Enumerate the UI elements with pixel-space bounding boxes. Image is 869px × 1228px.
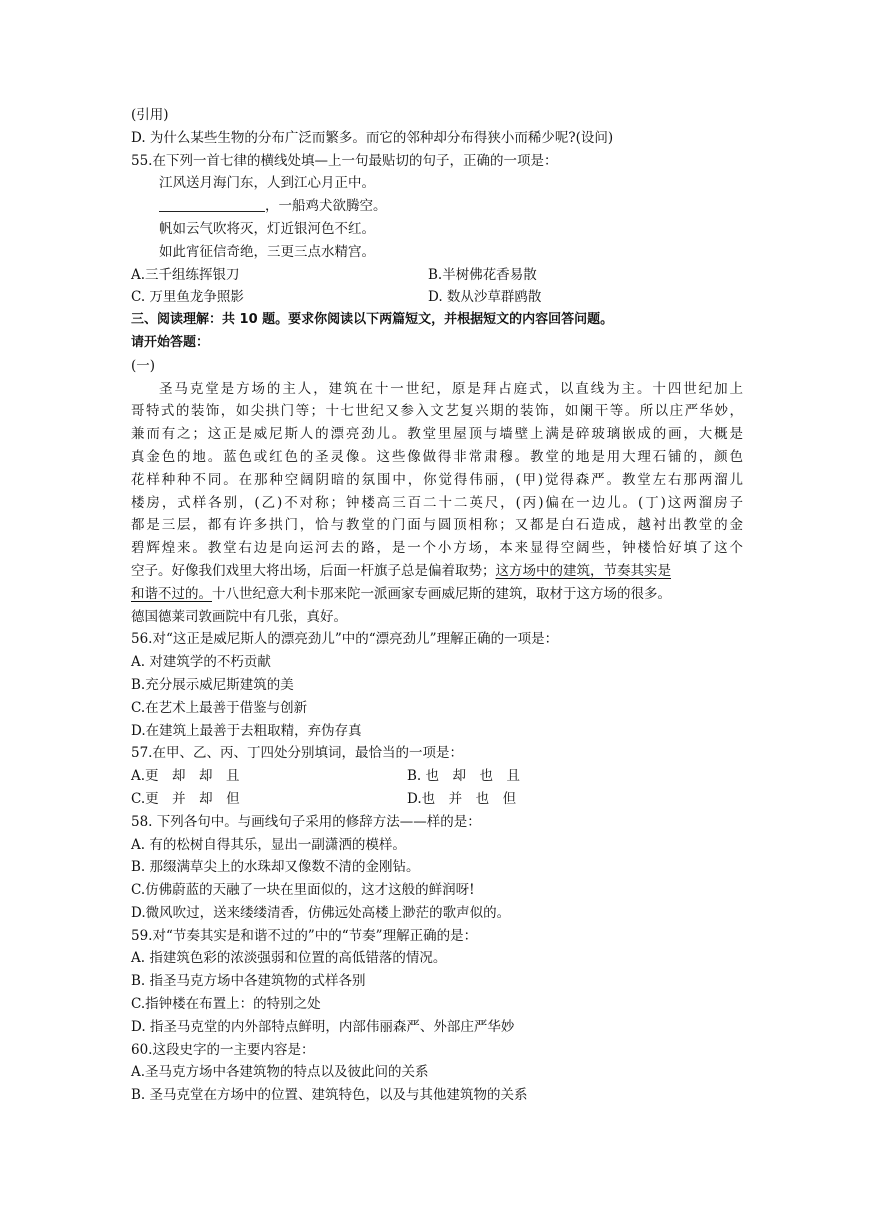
passage-line: [131, 537, 743, 560]
q57-options-row-2: [131, 788, 743, 811]
q60-stem: 60.这段史字的一主要内容是：: [131, 1041, 315, 1058]
passage-text: 兼而有之；这正是威尼斯人的漂亮劲儿。教堂里屋顶与墙壁上满是碎玻璃嵌成的画，大概是: [131, 426, 743, 443]
underlined-sentence-part-2: 和谐不过的。: [131, 585, 212, 602]
passage-text: 花样种种不同。在那种空阔阴暗的氛围中，你觉得伟丽，(甲)觉得森严。教堂左右那两溜儿: [131, 471, 743, 488]
continued-label: (引用): [131, 107, 169, 123]
passage-text: 楼房，式样各别，(乙)不对称；钟楼高三百二十二英尺，(丙)偏在一边儿。(丁)这两溜房子: [131, 494, 743, 511]
poem-line-2: [131, 195, 743, 218]
passage-line: 德国德莱司敦画院中有几张，真好。: [131, 608, 347, 625]
q58-stem: 58. 下列各句中。与画线句子采用的修辞方法——样的是：: [131, 813, 481, 830]
q57-option-c: C.更 并 却 但: [131, 790, 240, 807]
section-3-title: 三、阅读理解：共 10 题。要求你阅读以下两篇短文，并根据短文的内容回答问题。: [131, 312, 614, 328]
q59-option-c: C.指钟楼在布置上：的特别之处: [131, 996, 321, 1013]
part-one-label: (一): [131, 357, 156, 374]
q55-stem: 55.在下列一首七律的横线处填—上一句最贴切的句子，正确的一项是：: [131, 152, 558, 169]
q56-stem: 56.对“这正是威尼斯人的漂亮劲儿”中的“漂亮劲儿”理解正确的一项是：: [131, 631, 559, 648]
q58-option-a: A. 有的松树自得其乐，显出一副潇洒的模样。: [131, 836, 406, 853]
passage-line: [131, 423, 743, 446]
fill-in-blank: [159, 197, 265, 212]
q56-option-c: C.在艺术上最善于借鉴与创新: [131, 699, 308, 716]
q59-stem: 59.对“节奏其实是和谐不过的”中的“节奏”理解正确的是：: [131, 927, 478, 944]
q55-options-row-2: [131, 286, 743, 309]
poem-line-4: 如此宵征信奇绝，三更三点水精宫。: [159, 243, 375, 260]
passage-line: [131, 400, 743, 423]
q57-option-d: D.也 并 也 但: [407, 790, 517, 807]
passage-line: [131, 514, 743, 537]
q57-option-b: B. 也 却 也 且: [407, 768, 521, 785]
start-answering: 请开始答题：: [131, 334, 210, 350]
q57-option-a: A.更 却 却 且: [131, 768, 240, 785]
passage-text: 空子。好像我们戏里大将出场，后面一杆旗子总是偏着取势；: [131, 562, 496, 579]
passage-text: 哥特式的装饰，如尖拱门等；十七世纪又参入文艺复兴期的装饰，如阑干等。所以庄严华妙，: [131, 403, 743, 420]
q58-option-d: D.微风吹过，送来缕缕清香，仿佛远处高楼上渺茫的歌声似的。: [131, 904, 511, 921]
passage-text: 圣马克堂是方场的主人，建筑在十一世纪，原是拜占庭式，以直线为主。十四世纪加上: [159, 380, 743, 397]
q56-option-b: B.充分展示威尼斯建筑的美: [131, 676, 294, 693]
q55-option-a: A.三千组练挥银刀: [131, 266, 240, 283]
poem-line-2-text: ，一船鸡犬欲腾空。: [265, 198, 387, 215]
passage-text: 都是三层，都有许多拱门，恰与教堂的门面与圆顶相称；又都是白石造成，越衬出教堂的金: [131, 517, 743, 534]
q58-option-b: B. 那缀满草尖上的水珠却又像数不清的金刚钻。: [131, 859, 420, 876]
passage-line: [131, 492, 743, 515]
passage-line: [131, 469, 743, 492]
passage-text: 碧辉煌来。教堂右边是向运河去的路，是一个小方场，本来显得空阔些，钟楼恰好填了这个: [131, 540, 743, 557]
q54-option-d: D. 为什么某些生物的分布广泛而繁多。而它的邻种却分布得狭小而稀少呢?(设问): [131, 129, 614, 146]
q57-options-row-1: [131, 765, 743, 788]
poem-line-1: 江风送月海门东，人到江心月正中。: [159, 175, 375, 192]
q59-option-a: A. 指建筑色彩的浓淡强弱和位置的高低错落的情况。: [131, 950, 447, 967]
q56-option-d: D.在建筑上最善于去粗取精，弃伪存真: [131, 722, 362, 739]
q60-option-b: B. 圣马克堂在方场中的位置、建筑特色，以及与其他建筑物的关系: [131, 1087, 528, 1104]
passage-line: [131, 583, 743, 606]
poem-line-3: 帆如云气吹将灭，灯近银河色不红。: [159, 220, 375, 237]
q55-option-d: D. 数从沙草群鸥散: [428, 289, 542, 306]
passage-line: [131, 378, 743, 401]
q59-option-b: B. 指圣马克方场中各建筑物的式样各别: [131, 973, 366, 990]
document-page: [131, 104, 743, 1107]
passage-text: 十八世纪意大利卡那来陀一派画家专画威尼斯的建筑，取材于这方场的很多。: [212, 585, 671, 602]
q57-stem: 57.在甲、乙、丙、丁四处分别填词，最恰当的一项是：: [131, 745, 463, 762]
q60-option-a: A.圣马克方场中各建筑物的特点以及彼此问的关系: [131, 1064, 429, 1081]
q55-option-c: C. 万里鱼龙争照影: [131, 289, 244, 306]
underlined-sentence-part-1: 这方场中的建筑，节奏其实是: [495, 562, 671, 579]
q58-option-c: C.仿佛蔚蓝的天融了一块在里面似的，这才这般的鲜润呀!: [131, 882, 475, 899]
q59-option-d: D. 指圣马克堂的内外部特点鲜明，内部伟丽森严、外部庄严华妙: [131, 1018, 515, 1035]
passage-text: 真金色的地。蓝色或红色的圣灵像。这些像做得非常肃穆。教堂的地是用大理石铺的，颜色: [131, 448, 743, 465]
q55-option-b: B.半树佛花香易散: [428, 266, 537, 283]
q56-option-a: A. 对建筑学的不朽贡献: [131, 654, 271, 671]
passage-line: [131, 446, 743, 469]
passage-line: [131, 560, 743, 583]
q55-options-row-1: [131, 264, 743, 287]
